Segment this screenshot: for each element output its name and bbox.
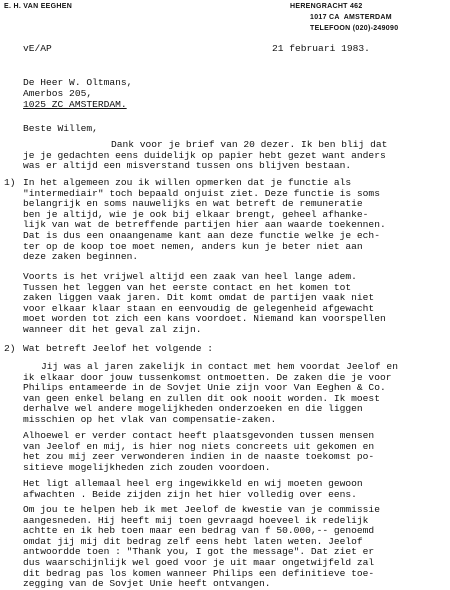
paragraph-line: afwachten . Beide zijden zijn het hier volledig over eens. <box>23 488 357 500</box>
intro-paragraph <box>23 140 387 172</box>
paragraph-line: omdat jij mij dit bedrag zelf eens hebt laten weten. Jeelof <box>23 535 363 547</box>
intro-line: Dank voor je brief van 20 dezer. Ik ben blij dat <box>111 139 388 150</box>
paragraph-line: het zou mij zeer verwonderen indien in de naaste toekomst po- <box>23 451 375 463</box>
paragraph-line: derhalve wel andere mogelijkheden onderzoeken en die liggen <box>23 403 363 415</box>
paragraph-line: zegging van de Sovjet Unie heeft ontvangen. <box>23 578 271 590</box>
intro-line: was er altijd een misverstand tussen ons blijven bestaan. <box>23 160 352 172</box>
paragraph-line: Voorts is het vrijwel altijd een zaak van heel lange adem. <box>23 271 357 282</box>
paragraph-line: van Jeelof en mij, is hier nog niets concreets uit gekomen en <box>23 440 375 452</box>
paragraph-line: van geen enkel belang en zullen dit ook nooit worden. Ik moest <box>23 392 380 404</box>
intro-line: je je gedachten eens duidelijk op papier hebt gezet want anders <box>23 149 386 161</box>
paragraph-line: sitieve mogelijkheden zich zouden voordoen. <box>23 461 271 473</box>
paragraph-line: In het algemeen zou ik willen opmerken dat je functie als <box>23 177 352 188</box>
paragraph-line: Jij was al jaren zakelijk in contact met hem voordat Jeelof en <box>41 361 398 372</box>
paragraph-line: ter op de koop toe moet nemen, anders kun je beter niet aan <box>23 240 363 252</box>
paragraph-line: dus waarschijnlijk wel goed voor je uit maar ongetwijfeld zal <box>23 556 375 568</box>
paragraph-line: wanneer dit het geval zal zijn. <box>23 323 202 335</box>
paragraph-line: misschien op het vlak van compensatie-zaken. <box>23 413 277 425</box>
paragraph-line: Alhoewel er verder contact heeft plaatsgevonden tussen mensen <box>23 430 375 441</box>
section-2-heading: Wat betreft Jeelof het volgende : <box>23 343 213 354</box>
letterhead-street: HERENGRACHT 462 <box>290 3 363 10</box>
section-2-number: 2) <box>4 343 16 354</box>
salutation: Beste Willem, <box>23 123 98 134</box>
section-2-paragraph-2 <box>23 431 374 473</box>
paragraph-line: dit bedrag pas los komen wanneer Philips een definitieve toe- <box>23 567 375 579</box>
letterhead-city: 1017 CA AMSTERDAM <box>310 14 392 21</box>
paragraph-line: "intermediair" toch bepaald onjuist ziet. Deze functie is soms <box>23 187 380 199</box>
section-2-paragraph-1 <box>23 362 398 426</box>
paragraph-line: Dat is dus een onaangename kant aan deze functie welke je ech- <box>23 229 380 241</box>
section-2-paragraph-4 <box>23 505 380 590</box>
letterhead-sender: E. H. VAN EEGHEN <box>4 3 73 10</box>
paragraph-line: antwoordde toen : "Thank you, I got the message". Dat ziet er <box>23 546 375 558</box>
paragraph-line: Philips entameerde in de Sovjet Unie zijn voor Van Eeghen & Co. <box>23 382 386 394</box>
section-2-paragraph-3 <box>23 479 363 500</box>
paragraph-line: ik elkaar door jouw tussenkomst ontmoetten. De zaken die je voor <box>23 371 392 383</box>
letterhead-phone: TELEFOON (020)-249090 <box>310 25 399 32</box>
paragraph-line: deze zaken beginnen. <box>23 251 139 263</box>
paragraph-line: Het ligt allemaal heel erg ingewikkeld en wij moeten gewoon <box>23 478 363 489</box>
section-1-paragraph-1 <box>23 178 386 263</box>
section-1-number: 1) <box>4 177 16 188</box>
recipient-city: 1025 ZC AMSTERDAM. <box>23 99 127 110</box>
paragraph-line: Om jou te helpen heb ik met Jeelof de kwestie van je commissie <box>23 504 380 515</box>
recipient-street: Amerbos 205, <box>23 88 93 99</box>
paragraph-line: moet worden tot zich een kans voordoet. Niemand kan voorspellen <box>23 313 386 325</box>
paragraph-line: Tussen het leggen van het eerste contact en het komen tot <box>23 281 352 293</box>
recipient-name: De Heer W. Oltmans, <box>23 77 133 88</box>
paragraph-line: voor elkaar klaar staan en eenvoudig de gelegenheid afgewacht <box>23 302 375 314</box>
paragraph-line: ben je altijd, wie je ook bij elkaar brengt, geheel afhanke- <box>23 208 369 220</box>
letter-reference: vE/AP <box>23 43 52 54</box>
paragraph-line: aangesneden. Hij heeft mij toen gevraagd hoeveel ik redelijk <box>23 514 369 526</box>
paragraph-line: zaken liggen vaak jaren. Dit komt omdat de partijen vaak niet <box>23 292 375 304</box>
paragraph-line: achtte en ik heb toen maar een bedrag van f 50.000,-- genoemd <box>23 525 375 537</box>
section-1-paragraph-2 <box>23 272 386 336</box>
letter-date: 21 februari 1983. <box>272 43 370 54</box>
paragraph-line: belangrijk en soms nauwelijks en wat betreft de remuneratie <box>23 198 363 210</box>
paragraph-line: lijk van wat de betreffende partijen hier aan waarde toekennen. <box>23 219 386 231</box>
